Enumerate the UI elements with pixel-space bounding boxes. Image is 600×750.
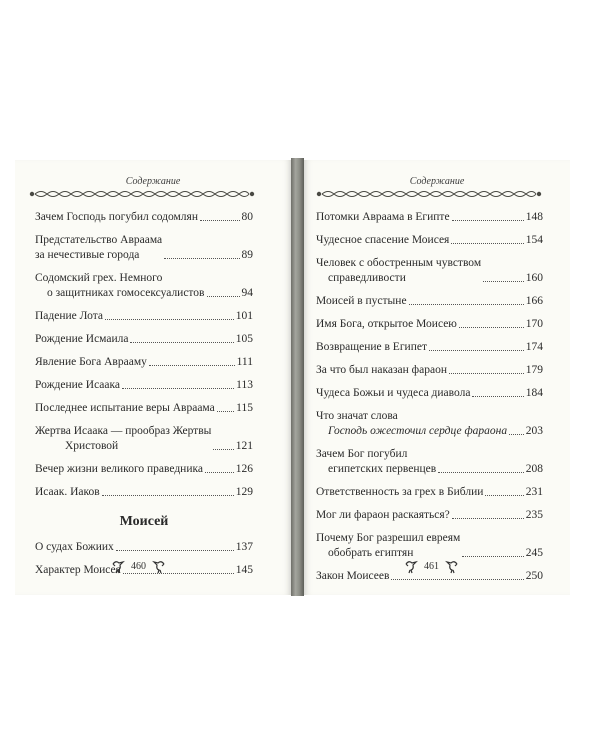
toc-entry: Моисей в пустыне 166	[316, 295, 543, 307]
toc-entry: Зачем Господь погубил содомлян 80	[35, 211, 253, 223]
toc-entry: Закон Моисеев 250	[316, 570, 543, 582]
toc-entry: Чудесное спасение Моисея 154	[316, 234, 543, 246]
toc-entry: Предстательство Авраама за нечестивые города 89	[35, 234, 253, 261]
left-page	[15, 160, 291, 595]
book-spine	[291, 158, 304, 596]
ornament-divider	[316, 188, 542, 200]
section-heading: Моисей	[119, 514, 169, 529]
toc-entry: Жертва Исаака — прообраз Жертвы Христовой 121	[35, 425, 253, 452]
right-page	[304, 160, 570, 595]
toc-entry: Рождение Исаака 113	[35, 379, 253, 391]
page-folio: 460	[111, 558, 166, 574]
bird-icon	[445, 558, 459, 574]
running-head: Содержание	[409, 176, 465, 187]
toc-entry: Рождение Исмаила 105	[35, 333, 253, 345]
running-head: Содержание	[125, 176, 181, 187]
toc-entry: Зачем Бог погубил египетских первенцев 208	[316, 448, 543, 475]
toc-entry: Вечер жизни великого праведника 126	[35, 463, 253, 475]
toc-list	[35, 210, 253, 586]
ornament-divider	[29, 188, 255, 200]
toc-entry: Чудеса Божьи и чудеса диавола 184	[316, 387, 543, 399]
toc-entry: Что значат слова Господь ожесточил сердце фараона 203	[316, 410, 543, 437]
toc-entry: О судах Божиих 137	[35, 541, 253, 553]
toc-entry: Почему Бог разрешил евреям обобрать египтян 245	[316, 532, 543, 559]
page-folio: 461	[404, 558, 459, 574]
bird-icon	[404, 558, 418, 574]
bird-icon	[111, 558, 125, 574]
toc-entry: Ответственность за грех в Библии 231	[316, 486, 543, 498]
toc-entry: Характер Моисея 145	[35, 564, 253, 576]
toc-entry: Человек с обостренным чувством справедливости 160	[316, 257, 543, 284]
toc-entry: Явление Бога Аврааму 111	[35, 356, 253, 368]
toc-entry: За что был наказан фараон 179	[316, 364, 543, 376]
toc-entry: Падение Лота 101	[35, 310, 253, 322]
toc-entry: Мог ли фараон раскаяться? 235	[316, 509, 543, 521]
toc-entry: Возвращение в Египет 174	[316, 341, 543, 353]
toc-entry: Имя Бога, открытое Моисею 170	[316, 318, 543, 330]
toc-entry: Исаак. Иаков 129	[35, 486, 253, 498]
toc-entry: Содомский грех. Немного о защитниках гомосексуалистов 94	[35, 272, 253, 299]
toc-list	[316, 210, 543, 592]
toc-entry: Последнее испытание веры Авраама 115	[35, 402, 253, 414]
toc-entry: Потомки Авраама в Египте 148	[316, 211, 543, 223]
bird-icon	[152, 558, 166, 574]
